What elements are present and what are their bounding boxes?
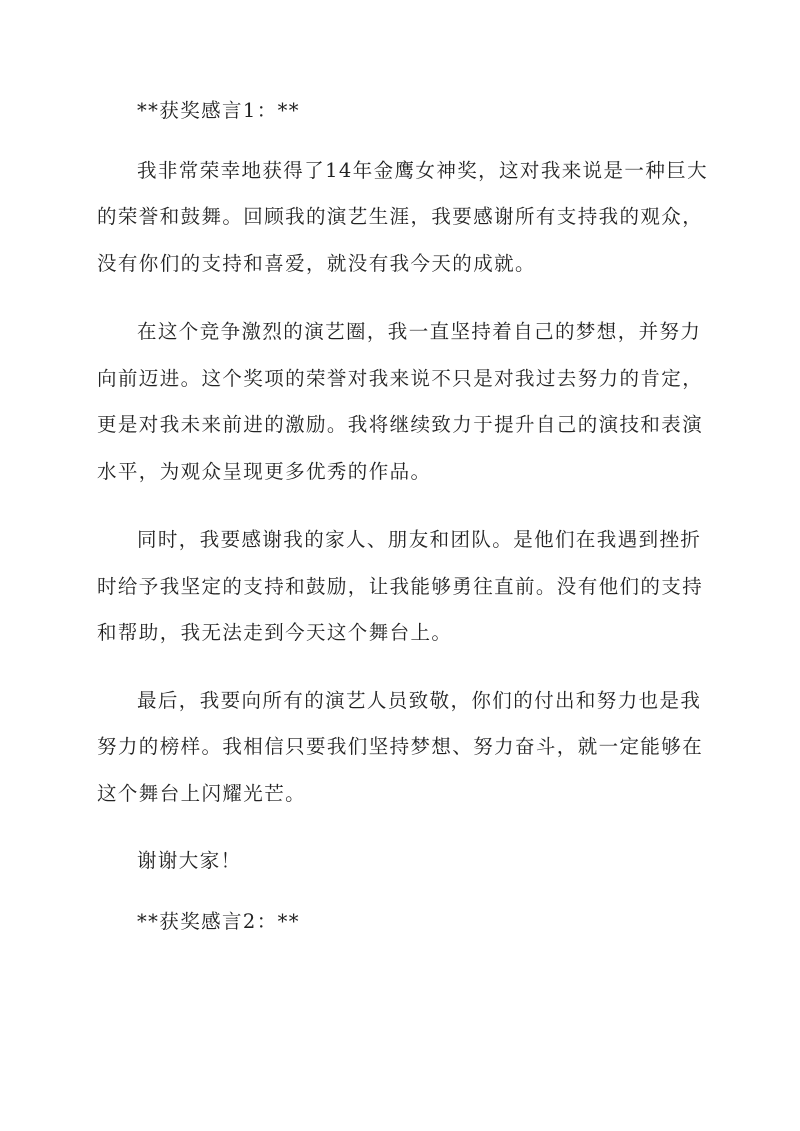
paragraph-2-line-4: 水平，为观众呈现更多优秀的作品。 [97,460,432,483]
paragraph-2-line-2: 向前迈进。这个奖项的荣誉对我来说不只是对我过去努力的肯定， [97,367,704,390]
heading-speech-1: **获奖感言1：** [137,99,300,122]
paragraph-1-line-2: 的荣誉和鼓舞。回顾我的演艺生涯，我要感谢所有支持我的观众， [97,205,704,228]
paragraph-4-line-3: 这个舞台上闪耀光芒。 [97,782,307,805]
paragraph-1-line-1: 我非常荣幸地获得了14年金鹰女神奖，这对我来说是一种巨大 [137,159,709,182]
closing-thanks: 谢谢大家！ [137,849,242,872]
paragraph-2-line-1: 在这个竞争激烈的演艺圈，我一直坚持着自己的梦想，并努力 [137,320,702,343]
paragraph-2-line-3: 更是对我未来前进的激励。我将继续致力于提升自己的演技和表演 [97,413,704,436]
heading-speech-2: **获奖感言2：** [137,910,300,933]
paragraph-3-line-1: 同时，我要感谢我的家人、朋友和团队。是他们在我遇到挫折 [137,528,702,551]
paragraph-3-line-3: 和帮助，我无法走到今天这个舞台上。 [97,621,453,644]
paragraph-4-line-2: 努力的榜样。我相信只要我们坚持梦想、努力奋斗，就一定能够在 [97,735,704,758]
paragraph-3-line-2: 时给予我坚定的支持和鼓励，让我能够勇往直前。没有他们的支持 [97,575,704,598]
paragraph-4-line-1: 最后，我要向所有的演艺人员致敬，你们的付出和努力也是我 [137,689,702,712]
paragraph-1-line-3: 没有你们的支持和喜爱，就没有我今天的成就。 [97,252,536,275]
